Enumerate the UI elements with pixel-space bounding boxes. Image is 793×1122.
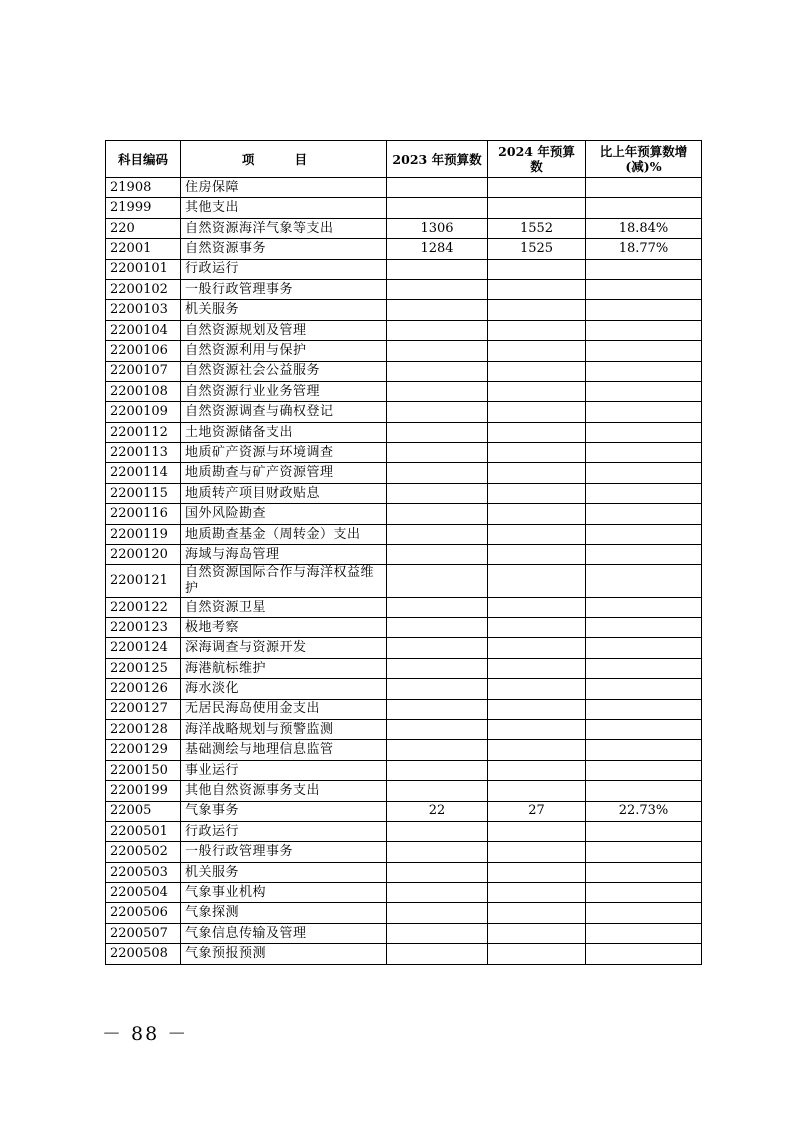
cell-name: 事业运行 bbox=[181, 760, 387, 780]
cell-budget-2023 bbox=[387, 679, 488, 699]
cell-name: 气象事务 bbox=[181, 801, 387, 821]
cell-change bbox=[586, 719, 702, 739]
cell-name: 自然资源社会公益服务 bbox=[181, 361, 387, 381]
cell-budget-2024 bbox=[488, 545, 586, 565]
cell-code: 2200150 bbox=[106, 760, 181, 780]
table-row bbox=[106, 483, 702, 503]
cell-budget-2024 bbox=[488, 760, 586, 780]
table-row bbox=[106, 463, 702, 483]
cell-change bbox=[586, 381, 702, 401]
cell-name: 自然资源规划及管理 bbox=[181, 320, 387, 340]
table-row bbox=[106, 862, 702, 882]
cell-name: 海域与海岛管理 bbox=[181, 545, 387, 565]
cell-code: 2200101 bbox=[106, 259, 181, 279]
cell-change bbox=[586, 699, 702, 719]
cell-code: 2200103 bbox=[106, 300, 181, 320]
header-budget-2024: 2024 年预算数 bbox=[488, 141, 586, 178]
table-row bbox=[106, 618, 702, 638]
table-row bbox=[106, 842, 702, 862]
cell-budget-2024 bbox=[488, 483, 586, 503]
cell-change bbox=[586, 463, 702, 483]
cell-name: 气象信息传输及管理 bbox=[181, 923, 387, 943]
cell-name: 自然资源事务 bbox=[181, 239, 387, 259]
cell-name: 极地考察 bbox=[181, 618, 387, 638]
cell-code: 2200102 bbox=[106, 279, 181, 299]
cell-name: 气象事业机构 bbox=[181, 883, 387, 903]
cell-budget-2023 bbox=[387, 597, 488, 617]
cell-budget-2023 bbox=[387, 279, 488, 299]
table-header bbox=[106, 141, 702, 178]
table-row bbox=[106, 923, 702, 943]
header-code: 科目编码 bbox=[106, 141, 181, 178]
cell-change: 22.73% bbox=[586, 801, 702, 821]
cell-budget-2023 bbox=[387, 483, 488, 503]
cell-budget-2023 bbox=[387, 259, 488, 279]
cell-name: 地质矿产资源与环境调查 bbox=[181, 443, 387, 463]
cell-budget-2023 bbox=[387, 944, 488, 964]
table-row bbox=[106, 679, 702, 699]
cell-name: 机关服务 bbox=[181, 300, 387, 320]
cell-change bbox=[586, 821, 702, 841]
cell-budget-2023 bbox=[387, 699, 488, 719]
cell-budget-2024 bbox=[488, 524, 586, 544]
cell-change bbox=[586, 842, 702, 862]
cell-code: 2200114 bbox=[106, 463, 181, 483]
cell-name: 地质勘查基金（周转金）支出 bbox=[181, 524, 387, 544]
cell-change bbox=[586, 638, 702, 658]
table-row bbox=[106, 300, 702, 320]
cell-code: 2200125 bbox=[106, 658, 181, 678]
cell-budget-2023 bbox=[387, 422, 488, 442]
table-row bbox=[106, 883, 702, 903]
table-row bbox=[106, 178, 702, 198]
cell-change bbox=[586, 300, 702, 320]
cell-budget-2023: 1306 bbox=[387, 218, 488, 238]
cell-budget-2024 bbox=[488, 361, 586, 381]
table-row bbox=[106, 198, 702, 218]
cell-budget-2024 bbox=[488, 565, 586, 597]
cell-change bbox=[586, 658, 702, 678]
cell-code: 2200120 bbox=[106, 545, 181, 565]
cell-code: 2200127 bbox=[106, 699, 181, 719]
table-row bbox=[106, 760, 702, 780]
cell-budget-2023 bbox=[387, 719, 488, 739]
cell-change bbox=[586, 259, 702, 279]
cell-change bbox=[586, 944, 702, 964]
cell-name: 自然资源海洋气象等支出 bbox=[181, 218, 387, 238]
cell-budget-2023 bbox=[387, 320, 488, 340]
cell-name: 自然资源卫星 bbox=[181, 597, 387, 617]
cell-code: 2200109 bbox=[106, 402, 181, 422]
cell-code: 2200503 bbox=[106, 862, 181, 882]
table-row bbox=[106, 719, 702, 739]
table-row bbox=[106, 597, 702, 617]
cell-name: 自然资源调查与确权登记 bbox=[181, 402, 387, 422]
cell-change bbox=[586, 361, 702, 381]
cell-change bbox=[586, 679, 702, 699]
cell-budget-2024 bbox=[488, 381, 586, 401]
header-row bbox=[106, 141, 702, 178]
cell-budget-2024 bbox=[488, 719, 586, 739]
table-row bbox=[106, 341, 702, 361]
cell-budget-2024 bbox=[488, 740, 586, 760]
cell-budget-2024 bbox=[488, 198, 586, 218]
cell-code: 2200112 bbox=[106, 422, 181, 442]
cell-budget-2023 bbox=[387, 842, 488, 862]
cell-budget-2023 bbox=[387, 638, 488, 658]
cell-name: 海洋战略规划与预警监测 bbox=[181, 719, 387, 739]
cell-code: 2200108 bbox=[106, 381, 181, 401]
cell-budget-2024 bbox=[488, 699, 586, 719]
header-budget-2023: 2023 年预算数 bbox=[387, 141, 488, 178]
cell-budget-2023 bbox=[387, 463, 488, 483]
table-row bbox=[106, 801, 702, 821]
cell-change bbox=[586, 178, 702, 198]
cell-budget-2024 bbox=[488, 320, 586, 340]
cell-code: 2200106 bbox=[106, 341, 181, 361]
cell-budget-2023 bbox=[387, 618, 488, 638]
cell-change bbox=[586, 781, 702, 801]
cell-code: 2200506 bbox=[106, 903, 181, 923]
cell-budget-2024 bbox=[488, 842, 586, 862]
cell-budget-2023 bbox=[387, 821, 488, 841]
cell-budget-2024 bbox=[488, 300, 586, 320]
cell-budget-2023 bbox=[387, 198, 488, 218]
cell-change bbox=[586, 504, 702, 524]
cell-code: 2200113 bbox=[106, 443, 181, 463]
cell-name: 一般行政管理事务 bbox=[181, 279, 387, 299]
cell-code: 220 bbox=[106, 218, 181, 238]
cell-name: 国外风险勘查 bbox=[181, 504, 387, 524]
cell-code: 21908 bbox=[106, 178, 181, 198]
cell-budget-2023 bbox=[387, 524, 488, 544]
cell-budget-2024 bbox=[488, 422, 586, 442]
cell-name: 住房保障 bbox=[181, 178, 387, 198]
cell-code: 2200115 bbox=[106, 483, 181, 503]
cell-code: 2200121 bbox=[106, 565, 181, 597]
cell-code: 22001 bbox=[106, 239, 181, 259]
cell-name: 基础测绘与地理信息监管 bbox=[181, 740, 387, 760]
cell-name: 自然资源国际合作与海洋权益维护 bbox=[181, 565, 387, 597]
table-row bbox=[106, 740, 702, 760]
table-row bbox=[106, 361, 702, 381]
cell-change bbox=[586, 443, 702, 463]
table-row bbox=[106, 638, 702, 658]
cell-code: 2200107 bbox=[106, 361, 181, 381]
cell-change bbox=[586, 341, 702, 361]
table-row bbox=[106, 422, 702, 442]
cell-change: 18.77% bbox=[586, 239, 702, 259]
cell-budget-2024 bbox=[488, 638, 586, 658]
cell-name: 自然资源利用与保护 bbox=[181, 341, 387, 361]
cell-budget-2024 bbox=[488, 781, 586, 801]
cell-budget-2024 bbox=[488, 178, 586, 198]
table-row bbox=[106, 781, 702, 801]
cell-budget-2023 bbox=[387, 565, 488, 597]
cell-budget-2024: 1525 bbox=[488, 239, 586, 259]
cell-budget-2023 bbox=[387, 658, 488, 678]
cell-change bbox=[586, 903, 702, 923]
cell-code: 2200124 bbox=[106, 638, 181, 658]
cell-change bbox=[586, 883, 702, 903]
table-row bbox=[106, 504, 702, 524]
cell-name: 一般行政管理事务 bbox=[181, 842, 387, 862]
cell-budget-2023 bbox=[387, 504, 488, 524]
cell-change bbox=[586, 422, 702, 442]
cell-name: 海水淡化 bbox=[181, 679, 387, 699]
cell-budget-2024 bbox=[488, 821, 586, 841]
cell-name: 土地资源储备支出 bbox=[181, 422, 387, 442]
cell-name: 深海调查与资源开发 bbox=[181, 638, 387, 658]
cell-change bbox=[586, 483, 702, 503]
cell-budget-2023: 1284 bbox=[387, 239, 488, 259]
cell-budget-2023 bbox=[387, 178, 488, 198]
cell-budget-2023 bbox=[387, 781, 488, 801]
table-row bbox=[106, 320, 702, 340]
cell-budget-2023 bbox=[387, 883, 488, 903]
cell-budget-2024 bbox=[488, 259, 586, 279]
cell-change bbox=[586, 565, 702, 597]
cell-code: 2200116 bbox=[106, 504, 181, 524]
cell-budget-2024 bbox=[488, 597, 586, 617]
table-row bbox=[106, 699, 702, 719]
cell-code: 2200508 bbox=[106, 944, 181, 964]
page-number: － 88 － bbox=[102, 1023, 189, 1045]
cell-change bbox=[586, 198, 702, 218]
cell-budget-2024 bbox=[488, 883, 586, 903]
cell-budget-2023 bbox=[387, 300, 488, 320]
table-row bbox=[106, 944, 702, 964]
cell-code: 21999 bbox=[106, 198, 181, 218]
cell-budget-2024 bbox=[488, 443, 586, 463]
cell-budget-2023 bbox=[387, 381, 488, 401]
cell-code: 2200122 bbox=[106, 597, 181, 617]
cell-budget-2024 bbox=[488, 341, 586, 361]
budget-table bbox=[105, 140, 702, 965]
cell-budget-2024 bbox=[488, 463, 586, 483]
cell-code: 2200119 bbox=[106, 524, 181, 544]
cell-budget-2024: 27 bbox=[488, 801, 586, 821]
header-change: 比上年预算数增(减)% bbox=[586, 141, 702, 178]
cell-code: 2200507 bbox=[106, 923, 181, 943]
cell-name: 海港航标维护 bbox=[181, 658, 387, 678]
cell-budget-2023 bbox=[387, 545, 488, 565]
cell-budget-2023 bbox=[387, 760, 488, 780]
cell-change bbox=[586, 923, 702, 943]
header-item: 项 目 bbox=[181, 141, 387, 178]
cell-name: 气象预报预测 bbox=[181, 944, 387, 964]
cell-change bbox=[586, 279, 702, 299]
cell-change bbox=[586, 402, 702, 422]
cell-budget-2023 bbox=[387, 740, 488, 760]
cell-budget-2024 bbox=[488, 618, 586, 638]
table-body bbox=[106, 178, 702, 965]
cell-code: 2200199 bbox=[106, 781, 181, 801]
cell-name: 机关服务 bbox=[181, 862, 387, 882]
table-row bbox=[106, 443, 702, 463]
cell-name: 其他支出 bbox=[181, 198, 387, 218]
cell-budget-2024: 1552 bbox=[488, 218, 586, 238]
cell-code: 2200126 bbox=[106, 679, 181, 699]
cell-budget-2023 bbox=[387, 402, 488, 422]
cell-code: 2200104 bbox=[106, 320, 181, 340]
table-row bbox=[106, 903, 702, 923]
table-row bbox=[106, 658, 702, 678]
cell-change: 18.84% bbox=[586, 218, 702, 238]
cell-budget-2023 bbox=[387, 341, 488, 361]
cell-budget-2023 bbox=[387, 443, 488, 463]
cell-code: 22005 bbox=[106, 801, 181, 821]
cell-code: 2200129 bbox=[106, 740, 181, 760]
cell-name: 地质转产项目财政贴息 bbox=[181, 483, 387, 503]
table-row bbox=[106, 565, 702, 597]
cell-budget-2023 bbox=[387, 361, 488, 381]
cell-code: 2200123 bbox=[106, 618, 181, 638]
cell-name: 其他自然资源事务支出 bbox=[181, 781, 387, 801]
cell-change bbox=[586, 862, 702, 882]
table-row bbox=[106, 524, 702, 544]
cell-code: 2200502 bbox=[106, 842, 181, 862]
cell-name: 无居民海岛使用金支出 bbox=[181, 699, 387, 719]
cell-change bbox=[586, 618, 702, 638]
cell-code: 2200501 bbox=[106, 821, 181, 841]
table-row bbox=[106, 381, 702, 401]
table-row bbox=[106, 545, 702, 565]
table-row bbox=[106, 259, 702, 279]
cell-change bbox=[586, 545, 702, 565]
cell-budget-2023 bbox=[387, 923, 488, 943]
cell-budget-2024 bbox=[488, 658, 586, 678]
cell-change bbox=[586, 597, 702, 617]
cell-name: 行政运行 bbox=[181, 259, 387, 279]
table-row bbox=[106, 239, 702, 259]
cell-budget-2023 bbox=[387, 903, 488, 923]
cell-budget-2024 bbox=[488, 862, 586, 882]
cell-budget-2024 bbox=[488, 679, 586, 699]
cell-change bbox=[586, 760, 702, 780]
table-row bbox=[106, 279, 702, 299]
cell-budget-2024 bbox=[488, 923, 586, 943]
cell-budget-2024 bbox=[488, 279, 586, 299]
cell-budget-2023: 22 bbox=[387, 801, 488, 821]
table-row bbox=[106, 218, 702, 238]
cell-name: 行政运行 bbox=[181, 821, 387, 841]
cell-change bbox=[586, 320, 702, 340]
cell-name: 自然资源行业业务管理 bbox=[181, 381, 387, 401]
cell-name: 气象探测 bbox=[181, 903, 387, 923]
cell-code: 2200504 bbox=[106, 883, 181, 903]
cell-budget-2023 bbox=[387, 862, 488, 882]
cell-name: 地质勘查与矿产资源管理 bbox=[181, 463, 387, 483]
cell-code: 2200128 bbox=[106, 719, 181, 739]
cell-budget-2024 bbox=[488, 504, 586, 524]
cell-budget-2024 bbox=[488, 903, 586, 923]
cell-budget-2024 bbox=[488, 402, 586, 422]
cell-budget-2024 bbox=[488, 944, 586, 964]
cell-change bbox=[586, 740, 702, 760]
table-row bbox=[106, 821, 702, 841]
cell-change bbox=[586, 524, 702, 544]
table-row bbox=[106, 402, 702, 422]
